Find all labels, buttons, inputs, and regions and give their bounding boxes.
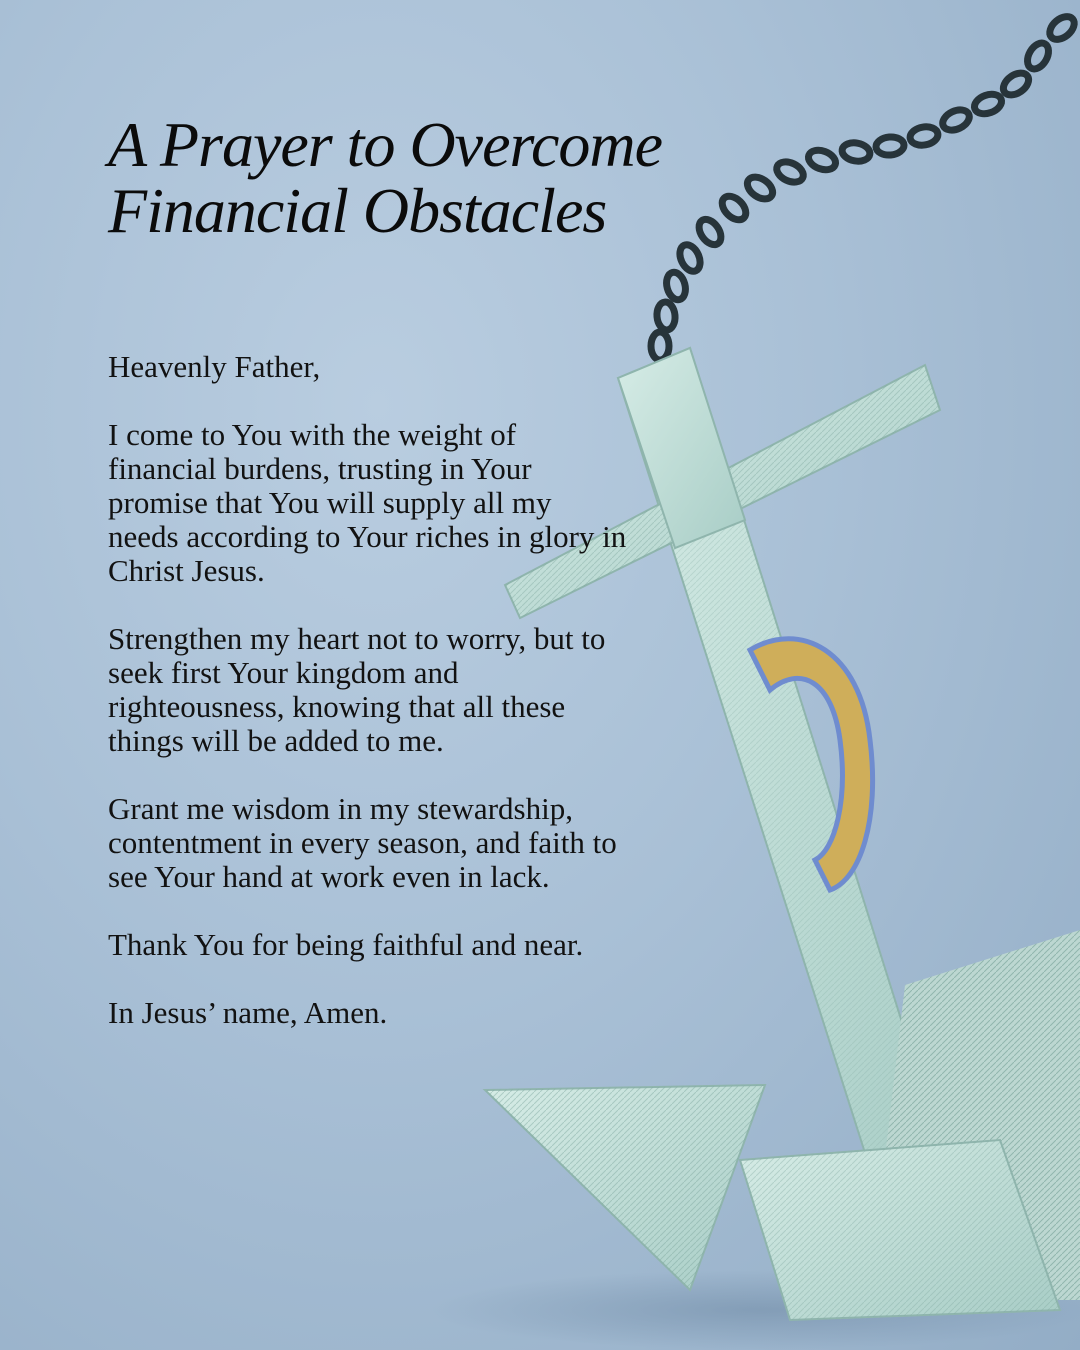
prayer-greeting: Heavenly Father, — [108, 349, 321, 384]
prayer-text — [108, 350, 628, 1064]
prayer-paragraph-2: Strengthen my heart not to worry, but to seek first Your kingdom and righteousness, knowing that all these things will be added to me. — [108, 621, 606, 758]
title-line-2: Financial Obstacles — [108, 175, 607, 246]
prayer-paragraph-4: Thank You for being faithful and near. — [108, 927, 584, 962]
prayer-closing: In Jesus’ name, Amen. — [108, 995, 388, 1030]
title-line-1: A Prayer to Overcome — [108, 109, 663, 180]
page-title — [108, 109, 748, 246]
prayer-paragraph-3: Grant me wisdom in my stewardship, contentment in every season, and faith to see Your hand at work even in lack. — [108, 791, 617, 894]
prayer-paragraph-1: I come to You with the weight of financial burdens, trusting in Your promise that You will supply all my needs according to Your riches in glory in Christ Jesus. — [108, 417, 627, 588]
